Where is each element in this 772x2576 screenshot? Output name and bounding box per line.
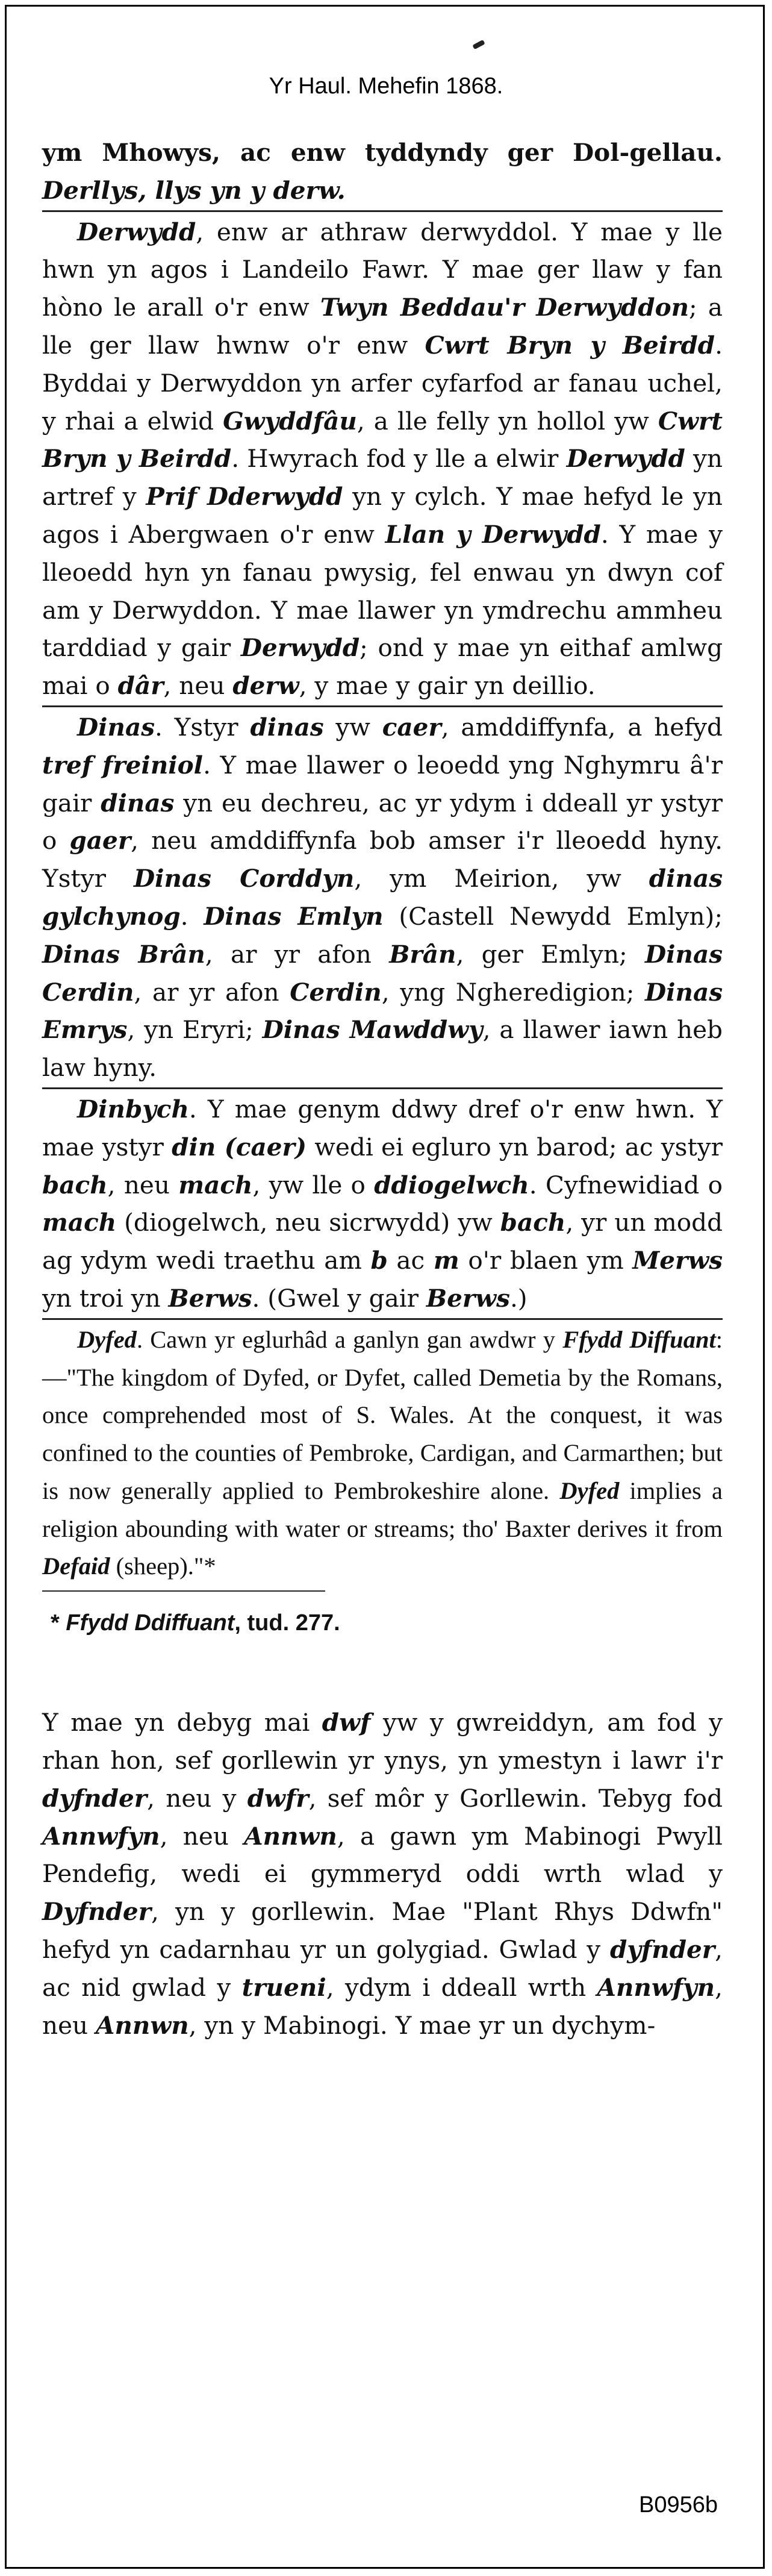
text-run: .) — [509, 1283, 528, 1313]
text-run: , neu — [107, 1170, 179, 1199]
text-run: , ar yr afon — [134, 977, 290, 1007]
emphasis-term: b — [370, 1246, 388, 1275]
text-run: , a llawer iawn heb law hyny. — [42, 1015, 723, 1083]
text-run: ; ond y mae yn eithaf amlwg mai o — [42, 633, 723, 701]
emphasis-term: Dyfed — [559, 1477, 620, 1504]
text-run: . Cyfnewidiad o — [529, 1170, 723, 1199]
text-run: wedi ei egluro yn barod; ac ystyr — [307, 1132, 723, 1161]
emphasis-term: Ffydd Ddiffuant — [66, 1610, 235, 1636]
emphasis-term: Cerdin — [290, 977, 382, 1007]
emphasis-term: Dinbych — [77, 1094, 189, 1124]
text-run: , y mae y gair yn deillio. — [299, 671, 596, 701]
emphasis-term: mach — [42, 1208, 117, 1237]
emphasis-term: dâr — [117, 671, 164, 701]
emphasis-term: Prif Dderwydd — [146, 482, 343, 511]
emphasis-term: Dinas Emrys — [42, 977, 723, 1045]
text-run: * — [51, 1610, 66, 1636]
emphasis-term: trueni — [241, 1972, 326, 2002]
emphasis-term: caer — [382, 712, 441, 742]
paragraph-continuation — [42, 1704, 723, 2044]
text-run: , amddiffynfa, a hefyd — [441, 712, 723, 742]
emphasis-term: Derwydd — [77, 217, 196, 246]
text-run: yw — [323, 712, 382, 742]
emphasis-term: dinas — [250, 712, 324, 742]
text-run: , yr un modd ag ydym wedi traethu am — [42, 1208, 723, 1275]
emphasis-term: Annwn — [244, 1821, 337, 1851]
text-run: . Y mae genym ddwy dref o'r enw hwn. Y mae ystyr — [42, 1094, 723, 1161]
emphasis-term: bach — [500, 1208, 566, 1237]
text-run: , ydym i ddeall wrth — [326, 1972, 597, 2002]
column-rule — [42, 210, 723, 212]
spacer — [42, 1641, 723, 1704]
footnote — [42, 1605, 723, 1641]
text-run: , ac nid gwlad y — [42, 1935, 723, 2002]
emphasis-term: Ffydd Diffuant — [562, 1325, 716, 1353]
paragraph-dyfed — [42, 1321, 723, 1586]
document-id: B0956b — [638, 2492, 718, 2518]
column-rule — [42, 1087, 723, 1089]
emphasis-term: Dinas — [77, 712, 155, 742]
text-run: , yng Ngheredigion; — [381, 977, 646, 1007]
emphasis-term: Cwrt Bryn y Beirdd — [425, 330, 715, 360]
text-run: , neu amddiffynfa bob amser i'r lleoedd hyny. Ystyr — [42, 826, 723, 893]
emphasis-term: Dinas Mawddwy — [262, 1015, 483, 1045]
text-run: , neu — [42, 1972, 723, 2040]
emphasis-term: mach — [178, 1170, 253, 1199]
text-run: . Y mae llawer o leoedd yng Nghymru â'r gair — [42, 750, 723, 818]
page-caption: Yr Haul. Mehefin 1868. — [269, 73, 503, 99]
text-run: yn eu dechreu, ac yr ydym i ddeall yr ystyr o — [42, 788, 723, 855]
text-run: , neu — [160, 1821, 244, 1851]
footnote-rule — [42, 1590, 325, 1592]
emphasis-term: Dinas Cerdin — [42, 939, 723, 1007]
emphasis-term: dyfnder — [609, 1935, 715, 1965]
emphasis-term: Gwyddfâu — [223, 406, 357, 436]
emphasis-term: dwfr — [247, 1783, 309, 1813]
text-run: , ym Meirion, yw — [354, 864, 649, 893]
text-run: , tud. 277. — [234, 1610, 340, 1636]
text-run: , yn Eryri; — [127, 1015, 263, 1045]
emphasis-term: Derwydd — [566, 444, 685, 474]
text-run: (diogelwch, neu sicrwydd) yw — [116, 1208, 500, 1237]
emphasis-term: dinas gylchynog — [42, 864, 723, 931]
text-run: , yn y gorllewin. Mae "Plant Rhys Ddwfn" hefyd yn cadarnhau yr un golygiad. Gwlad y — [42, 1897, 723, 1965]
emphasis-term: Dinas Emlyn — [204, 901, 384, 931]
text-run: o'r blaen ym — [459, 1246, 633, 1275]
column-rule — [42, 705, 723, 707]
text-run: , a gawn ym Mabinogi Pwyll Pendefig, wedi ei gymmeryd oddi wrth wlad y — [42, 1821, 723, 1889]
paragraph-derwydd — [42, 213, 723, 705]
text-run: . Ystyr — [155, 712, 251, 742]
paragraph-dinbych — [42, 1090, 723, 1318]
text-run: , neu y — [147, 1783, 247, 1813]
text-run: , yw lle o — [252, 1170, 375, 1199]
text-run: yn troi yn — [42, 1283, 169, 1313]
emphasis-term: dwf — [322, 1708, 371, 1737]
emphasis-term: Dinas Corddyn — [133, 864, 355, 893]
text-run: , neu — [163, 671, 233, 701]
text-run: . — [180, 901, 204, 931]
text-run: yn artref y — [42, 444, 723, 511]
text-run: (Castell Newydd Emlyn); — [383, 901, 723, 931]
emphasis-term: Derwydd — [240, 633, 360, 663]
text-run: :—"The kingdom of Dyfed, or Dyfet, called Demetia by the Romans, once comprehended most of S. Wales. At the conquest, it was confined to the counties of Pembroke, Cardigan, and Carmarthen; but is now generally applied to Pembrokeshire alone. — [42, 1325, 723, 1504]
emphasis-term: m — [433, 1246, 459, 1275]
emphasis-term: dyfnder — [42, 1783, 148, 1813]
text-run: . Byddai y Derwyddon yn arfer cyfarfod ar fanau uchel, y rhai a elwid — [42, 330, 723, 436]
emphasis-term: Annwn — [96, 2010, 189, 2040]
emphasis-term: Brân — [389, 939, 456, 969]
emphasis-term: Derllys, llys yn y derw. — [42, 175, 346, 205]
text-run: . (Gwel y gair — [252, 1283, 426, 1313]
text-run: , sef môr y Gorllewin. Tebyg fod — [308, 1783, 723, 1813]
emphasis-term: tref freiniol — [42, 750, 204, 780]
emphasis-term: Annwfyn — [597, 1972, 715, 2002]
text-run: ac — [387, 1246, 434, 1275]
emphasis-term: Dyfed — [77, 1325, 137, 1353]
text-run: yn y cylch. Y mae hefyd le yn agos i Abergwaen o'r enw — [42, 482, 723, 549]
text-run: , ger Emlyn; — [456, 939, 645, 969]
emphasis-term: ddiogelwch — [374, 1170, 529, 1199]
emphasis-term: din (caer) — [172, 1132, 307, 1161]
emphasis-term: derw — [232, 671, 299, 701]
emphasis-term: Merws — [632, 1246, 723, 1275]
text-run: . Hwyrach fod y lle a elwir — [231, 444, 567, 474]
paragraph-dinas — [42, 708, 723, 1087]
emphasis-term: dinas — [101, 788, 175, 818]
emphasis-term: bach — [42, 1170, 108, 1199]
emphasis-term: Dyfnder — [42, 1897, 151, 1927]
text-run: , a lle felly yn hollol yw — [356, 406, 658, 436]
text-run: , ar yr afon — [205, 939, 390, 969]
emphasis-term: Defaid — [42, 1552, 110, 1580]
article-column — [42, 134, 723, 2044]
paragraph-mhowys — [42, 134, 723, 210]
text-run: implies a religion abounding with water or streams; tho' Baxter derives it from — [42, 1477, 723, 1542]
emphasis-term: Annwfyn — [42, 1821, 160, 1851]
emphasis-term: gaer — [69, 826, 131, 855]
emphasis-term: Llan y Derwydd — [385, 519, 601, 549]
text-run: (sheep)."* — [110, 1552, 216, 1580]
text-run: ; a lle ger llaw hwnw o'r enw — [42, 293, 723, 360]
text-run: , yn y Mabinogi. Y mae yr un dychym- — [188, 2010, 656, 2040]
emphasis-term: Twyn Beddau'r Derwyddon — [320, 293, 690, 322]
emphasis-term: Berws — [426, 1283, 510, 1313]
text-run: , enw ar athraw derwyddol. Y mae y lle hwn yn agos i Landeilo Fawr. Y mae ger llaw y fan hòno le arall o'r enw — [42, 217, 723, 322]
emphasis-term: Dinas Brân — [42, 939, 205, 969]
text-run: Y mae yn debyg mai — [42, 1708, 322, 1737]
text-run: . Y mae y lleoedd hyn yn fanau pwysig, fel enwau yn dwyn cof am y Derwyddon. Y mae llawer yn ymdrechu ammheu tarddiad y gair — [42, 519, 723, 663]
emphasis-term: Cwrt Bryn y Beirdd — [42, 406, 723, 474]
text-run: yw y gwreiddyn, am fod y rhan hon, sef gorllewin yr ynys, yn ymestyn i lawr i'r — [42, 1708, 723, 1775]
text-run: . Cawn yr eglurhâd a ganlyn gan awdwr y — [136, 1325, 563, 1353]
text-run: ym Mhowys, ac enw tyddyndy ger Dol-gellau. — [42, 138, 723, 167]
emphasis-term: Berws — [168, 1283, 252, 1313]
column-rule — [42, 1318, 723, 1320]
